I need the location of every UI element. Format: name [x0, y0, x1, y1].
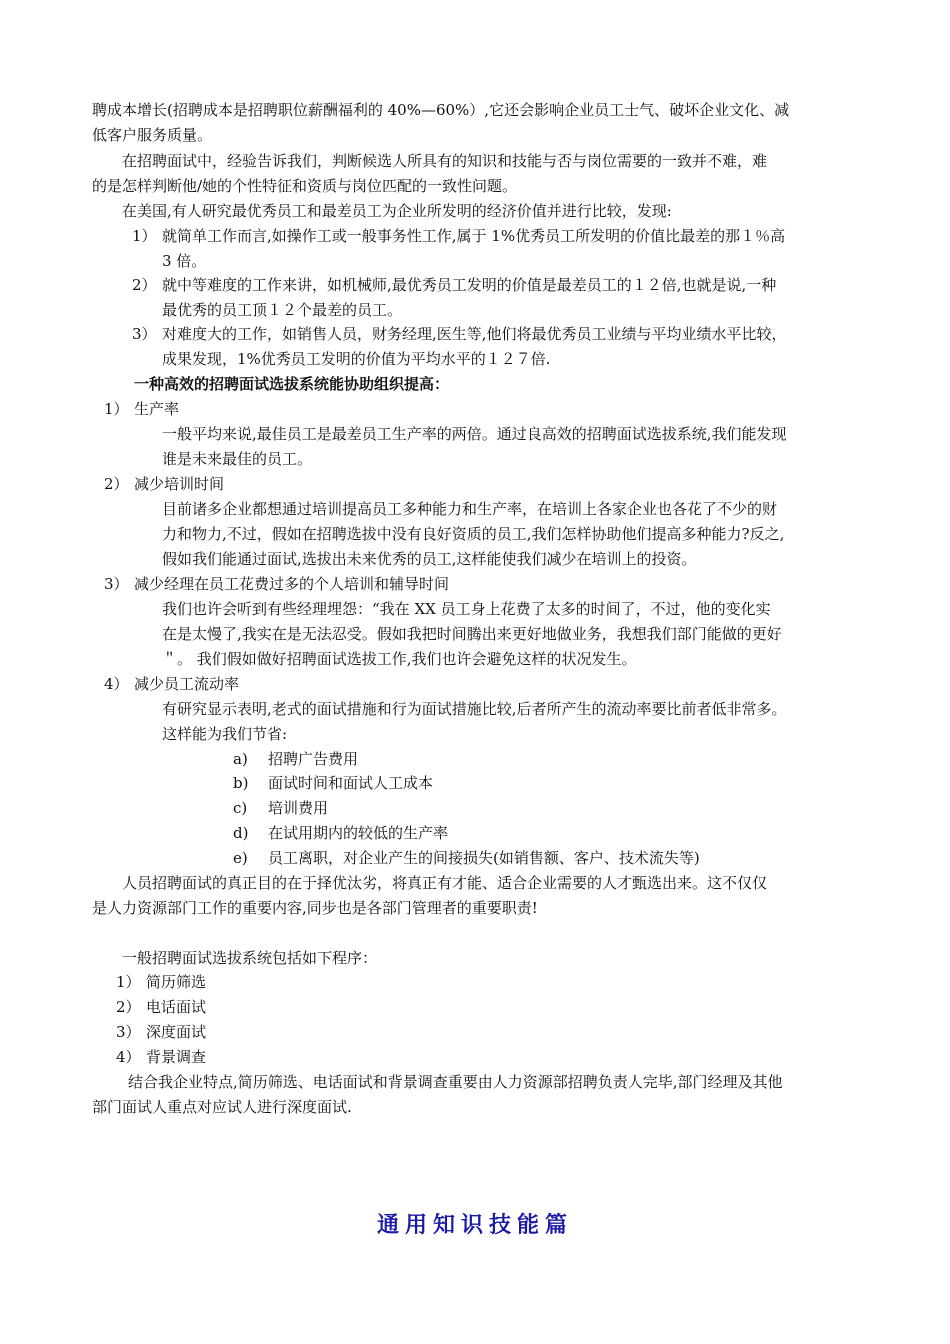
benefit-text: 一般平均来说,最佳员工是最差员工生产率的两倍。通过良高效的招聘面试选拔系统,我们能发现 — [162, 425, 787, 443]
savings-letter: a) — [233, 750, 248, 768]
procedure-item: 简历筛选 — [146, 973, 207, 991]
savings-letter: d) — [233, 824, 249, 842]
conclusion-line-1: 结合我企业特点,简历筛选、电话面试和背景调查重要由人力资源部招聘负责人完毕,部门经理及其他 — [128, 1073, 783, 1091]
finding-number: 2） — [132, 276, 157, 294]
savings-letter: e) — [233, 849, 248, 867]
finding-text: 对难度大的工作，如销售人员，财务经理,医生等,他们将最优秀员工业绩与平均业绩水平比较， — [162, 325, 787, 343]
benefit-text: ＂。 我们假如做好招聘面试选拔工作,我们也许会避免这样的状况发生。 — [162, 650, 637, 668]
savings-item: 面试时间和面试人工成本 — [268, 774, 434, 792]
procedure-item: 深度面试 — [146, 1023, 207, 1041]
savings-item: 培训费用 — [268, 799, 329, 817]
procedure-number: 2） — [116, 998, 141, 1016]
savings-letter: c) — [233, 799, 248, 817]
procedure-number: 3） — [116, 1023, 141, 1041]
benefit-title: 减少经理在员工花费过多的个人培训和辅导时间 — [134, 575, 450, 593]
benefit-number: 3） — [104, 575, 129, 593]
benefit-text: 力和物力,不过，假如在招聘选拔中没有良好资质的员工,我们怎样协助他们提高多种能力?反之, — [162, 525, 785, 543]
benefit-number: 1） — [104, 400, 129, 418]
benefit-number: 4） — [104, 675, 129, 693]
savings-letter: b) — [233, 774, 249, 792]
procedure-item: 电话面试 — [146, 998, 207, 1016]
intro-line-2: 低客户服务质量。 — [92, 126, 213, 144]
section-title: 通用知识技能篇 — [376, 1213, 573, 1238]
finding-text: 就简单工作而言,如操作工或一般事务性工作,属于 1%优秀员工所发明的价值比最差的那１％高 — [162, 227, 786, 245]
finding-number: 1） — [132, 227, 157, 245]
savings-item: 员工离职，对企业产生的间接损失(如销售额、客户、技术流失等) — [268, 849, 700, 867]
benefit-title: 生产率 — [134, 400, 180, 418]
finding-number: 3） — [132, 325, 157, 343]
finding-text: 成果发现，1%优秀员工发明的价值为平均水平的１２７倍. — [162, 350, 551, 368]
conclusion-line-2: 部门面试人重点对应试人进行深度面试. — [92, 1098, 352, 1116]
intro-line-1: 聘成本增长(招聘成本是招聘职位薪酬福利的 40%—60%）,它还会影响企业员工士气、破坏企业文化、减 — [92, 101, 790, 119]
benefit-text: 我们也许会听到有些经理埋怨：“我在 XX 员工身上花费了太多的时间了，不过，他的变化实 — [162, 600, 771, 618]
procedure-number: 1） — [116, 973, 141, 991]
savings-item: 在试用期内的较低的生产率 — [268, 824, 449, 842]
procedure-intro: 一般招聘面试选拔系统包括如下程序： — [122, 949, 378, 967]
finding-text: 3 倍。 — [162, 252, 207, 270]
purpose-line-1: 人员招聘面试的真正目的在于择优汰劣，将真正有才能、适合企业需要的人才甄选出来。这不仅仅 — [122, 874, 768, 892]
benefits-heading: 一种高效的招聘面试选拔系统能协助组织提高： — [134, 375, 450, 393]
benefit-text: 假如我们能通过面试,选拔出未来优秀的员工,这样能使我们减少在培训上的投资。 — [162, 550, 697, 568]
benefit-title: 减少培训时间 — [134, 475, 225, 493]
benefit-text: 这样能为我们节省: — [162, 725, 288, 743]
benefit-text: 在是太慢了,我实在是无法忍受。假如我把时间腾出来更好地做业务，我想我们部门能做的更好 — [162, 625, 782, 643]
benefit-text: 有研究显示表明,老式的面试措施和行为面试措施比较,后者所产生的流动率要比前者低非常多。 — [162, 700, 787, 718]
finding-text: 就中等难度的工作来讲，如机械师,最优秀员工发明的价值是最差员工的１２倍,也就是说,一种 — [162, 276, 777, 294]
para1-line-2: 的是怎样判断他/她的个性特征和资质与岗位匹配的一致性问题。 — [92, 177, 518, 195]
procedure-item: 背景调查 — [146, 1048, 207, 1066]
benefit-text: 谁是未来最佳的员工。 — [162, 450, 313, 468]
para1-line-1: 在招聘面试中，经验告诉我们，判断候选人所具有的知识和技能与否与岗位需要的一致并不难，难 — [122, 152, 768, 170]
para2: 在美国,有人研究最优秀员工和最差员工为企业所发明的经济价值并进行比较，发现: — [122, 202, 672, 220]
procedure-number: 4） — [116, 1048, 141, 1066]
finding-text: 最优秀的员工顶１２个最差的员工。 — [162, 301, 403, 319]
benefit-number: 2） — [104, 475, 129, 493]
purpose-line-2: 是人力资源部门工作的重要内容,同步也是各部门管理者的重要职责! — [92, 899, 538, 917]
savings-item: 招聘广告费用 — [268, 750, 359, 768]
benefit-title: 减少员工流动率 — [134, 675, 240, 693]
benefit-text: 目前诸多企业都想通过培训提高员工多种能力和生产率，在培训上各家企业也各花了不少的财 — [162, 500, 778, 518]
